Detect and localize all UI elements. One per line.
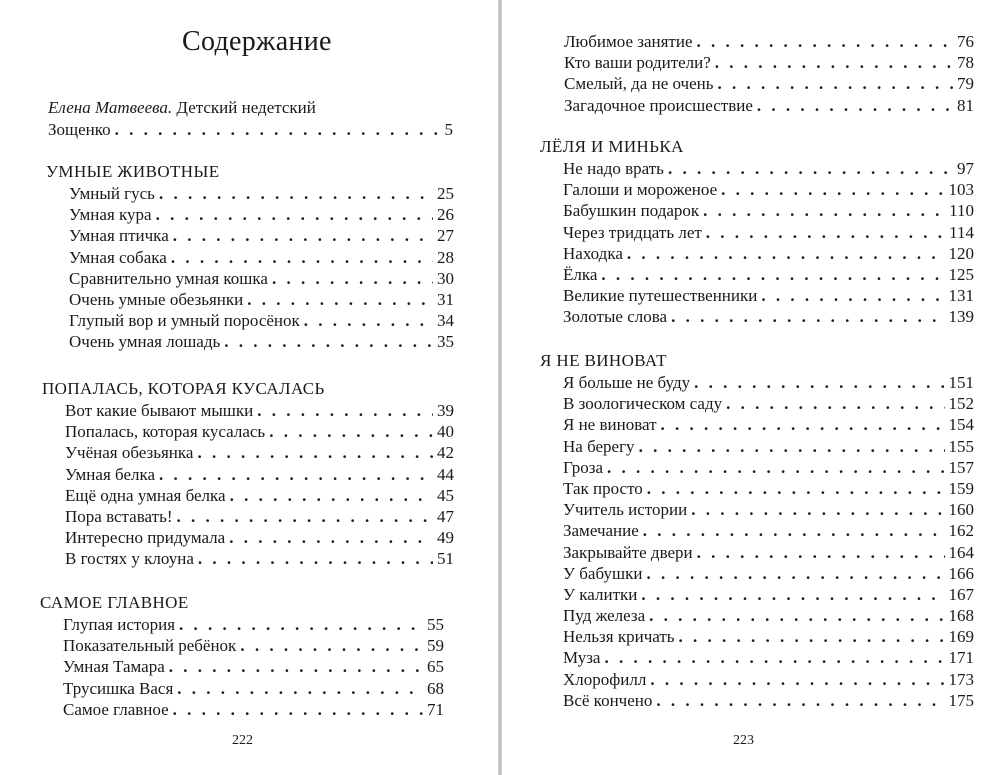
section-heading: САМОЕ ГЛАВНОЕ bbox=[40, 593, 189, 612]
entry-title: Я не виноват bbox=[563, 415, 657, 435]
entry-page: 45 bbox=[437, 485, 454, 505]
toc-entry[interactable] bbox=[564, 95, 974, 116]
dot-leader bbox=[179, 614, 423, 635]
entry-page: 97 bbox=[957, 159, 974, 178]
section-heading: Я НЕ ВИНОВАТ bbox=[540, 351, 667, 370]
entry-page: 35 bbox=[437, 332, 454, 352]
entry-title: Так просто bbox=[563, 478, 643, 498]
page-title: Содержание bbox=[182, 26, 332, 57]
entry-page: 152 bbox=[948, 394, 974, 414]
entry-title: Глупый вор и умный поросёнок bbox=[69, 311, 300, 331]
entry-title: Гроза bbox=[563, 457, 604, 477]
toc-entry[interactable] bbox=[563, 542, 974, 563]
entry-page: 173 bbox=[948, 669, 974, 689]
toc-entry[interactable] bbox=[65, 421, 454, 442]
toc-entry[interactable] bbox=[69, 247, 454, 268]
entry-title: Кто ваши родители? bbox=[564, 53, 711, 73]
entry-title: В гостях у клоуна bbox=[65, 549, 194, 569]
entry-title: Галоши и мороженое bbox=[563, 180, 718, 200]
toc-entry[interactable] bbox=[69, 331, 454, 352]
dot-leader bbox=[173, 225, 433, 246]
toc-entry[interactable] bbox=[563, 647, 974, 668]
entry-page: 79 bbox=[957, 74, 974, 94]
section-most-important bbox=[40, 592, 444, 720]
toc-entry[interactable] bbox=[63, 678, 444, 699]
dot-leader bbox=[177, 678, 423, 699]
toc-entry[interactable] bbox=[69, 225, 454, 246]
dot-leader bbox=[650, 669, 944, 690]
entry-page: 40 bbox=[437, 422, 454, 442]
section-smart-animals bbox=[46, 161, 454, 353]
dot-leader bbox=[639, 436, 945, 457]
entry-title: Очень умные обезьянки bbox=[69, 289, 244, 309]
entry-page: 120 bbox=[948, 243, 974, 263]
entry-title: Умная птичка bbox=[69, 226, 169, 246]
entry-title: Ещё одна умная белка bbox=[65, 485, 226, 505]
section-items bbox=[40, 614, 444, 720]
entry-title: Загадочное происшествие bbox=[564, 95, 753, 115]
dot-leader bbox=[272, 268, 433, 289]
dot-leader bbox=[224, 331, 433, 352]
toc-entry[interactable] bbox=[563, 179, 974, 200]
section-items bbox=[540, 372, 974, 711]
toc-entry[interactable] bbox=[563, 499, 974, 520]
dot-leader bbox=[671, 306, 944, 327]
entry-page: 25 bbox=[437, 184, 454, 203]
left-page bbox=[0, 0, 498, 775]
dot-leader bbox=[697, 542, 945, 563]
entry-page: 39 bbox=[437, 401, 454, 420]
dot-leader bbox=[647, 478, 945, 499]
section-lelya-minka bbox=[540, 136, 974, 328]
entry-page: 168 bbox=[948, 606, 974, 626]
entry-title: Я больше не буду bbox=[563, 373, 691, 392]
entry-page: 51 bbox=[437, 549, 454, 569]
entry-page: 59 bbox=[427, 636, 444, 656]
entry-page: 65 bbox=[427, 657, 444, 677]
dot-leader bbox=[721, 179, 944, 200]
entry-title: Великие путешественники bbox=[563, 286, 758, 306]
entry-page: 175 bbox=[948, 690, 974, 710]
dot-leader bbox=[198, 548, 433, 569]
toc-entry[interactable] bbox=[563, 436, 974, 457]
section-heading: ПОПАЛАСЬ, КОТОРАЯ КУСАЛАСЬ bbox=[42, 379, 325, 398]
dot-leader bbox=[169, 656, 423, 677]
dot-leader bbox=[668, 158, 953, 179]
entry-title: Хлорофилл bbox=[563, 669, 647, 689]
dot-leader bbox=[646, 563, 944, 584]
entry-page: 139 bbox=[948, 307, 974, 327]
toc-entry[interactable] bbox=[563, 222, 974, 243]
entry-page: 166 bbox=[948, 563, 974, 583]
entry-title: Пора вставать! bbox=[65, 506, 173, 526]
entry-page: 154 bbox=[948, 415, 974, 435]
right-page bbox=[502, 0, 1000, 775]
entry-page: 157 bbox=[948, 457, 974, 477]
dot-leader bbox=[607, 457, 944, 478]
entry-title: Золотые слова bbox=[563, 307, 668, 327]
section-heading: УМНЫЕ ЖИВОТНЫЕ bbox=[46, 162, 220, 181]
dot-leader bbox=[641, 584, 944, 605]
toc-entry[interactable] bbox=[69, 183, 454, 204]
toc-entry[interactable] bbox=[563, 584, 974, 605]
toc-entry[interactable] bbox=[63, 614, 444, 635]
entry-page: 125 bbox=[948, 264, 974, 284]
intro-title-line2: Зощенко bbox=[48, 120, 111, 139]
entry-title: Очень умная лошадь bbox=[69, 332, 221, 352]
toc-entry[interactable] bbox=[564, 73, 974, 94]
toc-entry[interactable] bbox=[563, 626, 974, 647]
toc-entry[interactable] bbox=[63, 699, 444, 720]
entry-page: 55 bbox=[427, 615, 444, 634]
entry-page: 169 bbox=[948, 627, 974, 647]
entry-page: 71 bbox=[427, 699, 444, 719]
entry-page: 76 bbox=[957, 32, 974, 51]
intro-page-number: 5 bbox=[444, 120, 453, 139]
dot-leader bbox=[115, 119, 441, 140]
dot-leader bbox=[159, 464, 433, 485]
entry-page: 78 bbox=[957, 53, 974, 73]
entry-page: 44 bbox=[437, 464, 454, 484]
entry-title: Умная собака bbox=[69, 247, 167, 267]
toc-entry[interactable] bbox=[563, 520, 974, 541]
dot-leader bbox=[643, 520, 945, 541]
toc-entry[interactable] bbox=[65, 548, 454, 569]
entry-title: Бабушкин подарок bbox=[563, 201, 700, 221]
toc-entry[interactable] bbox=[69, 310, 454, 331]
entry-title: Находка bbox=[563, 243, 623, 263]
dot-leader bbox=[726, 393, 944, 414]
section-items bbox=[42, 400, 454, 570]
entry-title: Муза bbox=[563, 648, 601, 668]
toc-entry[interactable] bbox=[563, 264, 974, 285]
entry-title: Учёная обезьянка bbox=[65, 443, 194, 463]
entry-title: Умная Тамара bbox=[63, 657, 165, 677]
dot-leader bbox=[691, 499, 944, 520]
entry-page: 103 bbox=[948, 180, 974, 200]
entry-page: 49 bbox=[437, 528, 454, 548]
toc-entry[interactable] bbox=[564, 31, 974, 52]
section-items bbox=[46, 183, 454, 353]
intro-entry[interactable] bbox=[48, 97, 453, 140]
toc-entry[interactable] bbox=[65, 464, 454, 485]
entry-page: 114 bbox=[949, 222, 974, 242]
dot-leader bbox=[679, 626, 945, 647]
entry-page: 110 bbox=[949, 201, 974, 221]
dot-leader bbox=[304, 310, 433, 331]
toc-entry[interactable] bbox=[563, 393, 974, 414]
toc-entry[interactable] bbox=[563, 414, 974, 435]
entry-page: 31 bbox=[437, 289, 454, 309]
toc-entry[interactable] bbox=[563, 478, 974, 499]
toc-entry[interactable] bbox=[564, 52, 974, 73]
entry-page: 159 bbox=[948, 478, 974, 498]
continued-entries bbox=[564, 31, 974, 116]
entry-title: Трусишка Вася bbox=[63, 678, 174, 698]
toc-entry[interactable] bbox=[63, 635, 444, 656]
toc-entry[interactable] bbox=[563, 243, 974, 264]
entry-page: 47 bbox=[437, 506, 454, 526]
dot-leader bbox=[197, 442, 433, 463]
entry-page: 30 bbox=[437, 268, 454, 288]
dot-leader bbox=[247, 289, 433, 310]
dot-leader bbox=[601, 264, 944, 285]
dot-leader bbox=[718, 73, 954, 94]
section-caught-biter bbox=[42, 378, 454, 570]
dot-leader bbox=[757, 95, 953, 116]
toc-entry[interactable] bbox=[563, 605, 974, 626]
toc-entry[interactable] bbox=[563, 158, 974, 179]
entry-page: 28 bbox=[437, 247, 454, 267]
dot-leader bbox=[240, 635, 423, 656]
section-items bbox=[540, 158, 974, 328]
toc-entry[interactable] bbox=[65, 506, 454, 527]
toc-entry[interactable] bbox=[563, 372, 974, 393]
dot-leader bbox=[230, 485, 433, 506]
dot-leader bbox=[156, 204, 433, 225]
toc-entry[interactable] bbox=[65, 485, 454, 506]
entry-title: Не надо врать bbox=[563, 159, 664, 178]
entry-page: 151 bbox=[948, 373, 974, 392]
entry-title: Учитель истории bbox=[563, 500, 688, 520]
entry-title: Показательный ребёнок bbox=[63, 636, 237, 656]
entry-title: Ёлка bbox=[563, 264, 598, 284]
entry-page: 68 bbox=[427, 678, 444, 698]
section-heading: ЛЁЛЯ И МИНЬКА bbox=[540, 137, 684, 156]
entry-page: 164 bbox=[948, 542, 974, 562]
dot-leader bbox=[159, 183, 433, 204]
entry-title: Нельзя кричать bbox=[563, 627, 675, 647]
dot-leader bbox=[694, 372, 944, 393]
dot-leader bbox=[703, 200, 945, 221]
entry-title: Замечание bbox=[563, 521, 639, 541]
entry-title: Попалась, которая кусалась bbox=[65, 422, 266, 442]
entry-title: Закрывайте двери bbox=[563, 542, 693, 562]
entry-title: Глупая история bbox=[63, 615, 176, 634]
dot-leader bbox=[229, 527, 433, 548]
entry-title: Всё кончено bbox=[563, 690, 653, 710]
section-not-guilty bbox=[540, 350, 974, 711]
dot-leader bbox=[173, 699, 423, 720]
toc-entry[interactable] bbox=[69, 204, 454, 225]
entry-title: Интересно придумала bbox=[65, 528, 226, 548]
dot-leader bbox=[761, 285, 944, 306]
dot-leader bbox=[706, 222, 945, 243]
toc-entry[interactable] bbox=[563, 563, 974, 584]
entry-page: 162 bbox=[948, 521, 974, 541]
entry-title: Умный гусь bbox=[69, 184, 155, 203]
dot-leader bbox=[269, 421, 433, 442]
toc-entry[interactable] bbox=[563, 457, 974, 478]
dot-leader bbox=[715, 52, 953, 73]
entry-page: 42 bbox=[437, 443, 454, 463]
entry-page: 34 bbox=[437, 311, 454, 331]
entry-title: Через тридцать лет bbox=[563, 222, 702, 242]
entry-page: 27 bbox=[437, 226, 454, 246]
intro-title-line1: Детский недетский bbox=[172, 98, 316, 117]
toc-entry[interactable] bbox=[65, 527, 454, 548]
dot-leader bbox=[697, 31, 954, 52]
dot-leader bbox=[176, 506, 433, 527]
dot-leader bbox=[257, 400, 433, 421]
entry-page: 160 bbox=[948, 500, 974, 520]
entry-title: Пуд железа bbox=[563, 606, 646, 626]
entry-title: Любимое занятие bbox=[564, 32, 693, 51]
intro-author: Елена Матвеева. bbox=[48, 98, 173, 117]
toc-entry[interactable] bbox=[563, 690, 974, 711]
entry-title: У бабушки bbox=[563, 563, 643, 583]
entry-title: Умная белка bbox=[65, 464, 156, 484]
dot-leader bbox=[604, 647, 944, 668]
entry-title: У калитки bbox=[563, 584, 638, 604]
toc-entry[interactable] bbox=[563, 200, 974, 221]
entry-title: Вот какие бывают мышки bbox=[65, 401, 254, 420]
dot-leader bbox=[661, 414, 945, 435]
entry-page: 81 bbox=[957, 95, 974, 115]
toc-entry[interactable] bbox=[69, 268, 454, 289]
toc-entry[interactable] bbox=[63, 656, 444, 677]
entry-page: 26 bbox=[437, 205, 454, 225]
entry-title: Сравнительно умная кошка bbox=[69, 268, 268, 288]
toc-entry[interactable] bbox=[563, 306, 974, 327]
dot-leader bbox=[649, 605, 944, 626]
entry-page: 155 bbox=[948, 436, 974, 456]
toc-entry[interactable] bbox=[563, 669, 974, 690]
dot-leader bbox=[656, 690, 944, 711]
entry-page: 167 bbox=[948, 584, 974, 604]
entry-page: 171 bbox=[948, 648, 974, 668]
dot-leader bbox=[171, 247, 433, 268]
toc-entry[interactable] bbox=[69, 289, 454, 310]
page-number-right: 223 bbox=[733, 733, 754, 748]
toc-entry[interactable] bbox=[65, 400, 454, 421]
entry-title: Самое главное bbox=[63, 699, 169, 719]
entry-title: Смелый, да не очень bbox=[564, 74, 714, 94]
toc-entry[interactable] bbox=[563, 285, 974, 306]
entry-title: Умная кура bbox=[69, 205, 152, 225]
entry-title: На берегу bbox=[563, 436, 635, 456]
entry-title: В зоологическом саду bbox=[563, 394, 723, 414]
page-number-left: 222 bbox=[232, 733, 253, 748]
dot-leader bbox=[627, 243, 945, 264]
entry-page: 131 bbox=[948, 286, 974, 306]
toc-entry[interactable] bbox=[65, 442, 454, 463]
